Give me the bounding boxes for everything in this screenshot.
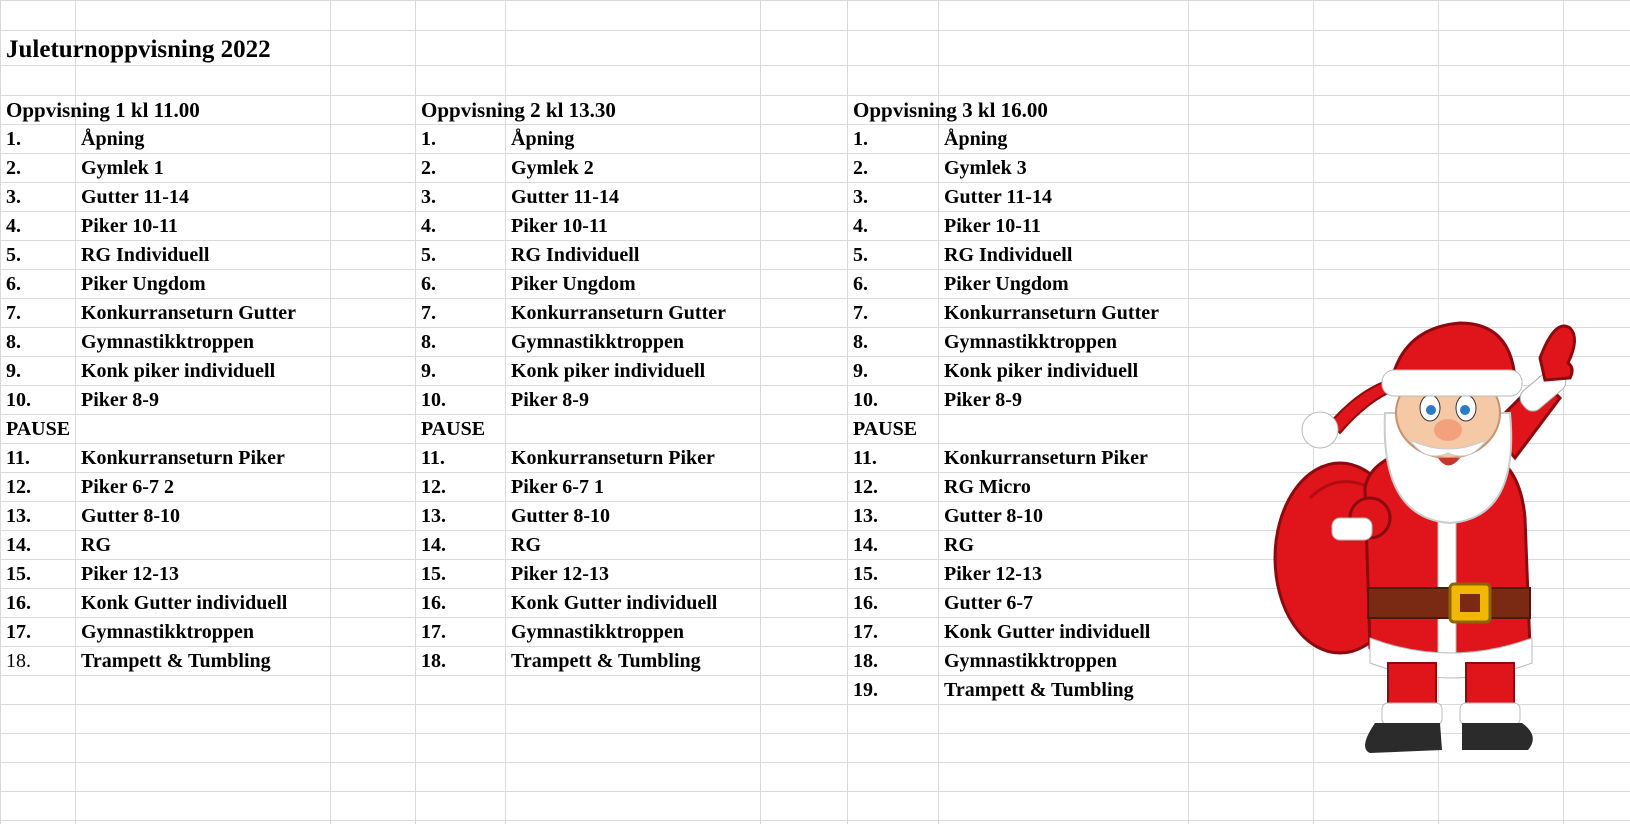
item-name-cell[interactable]: Trampett & Tumbling [81,650,271,672]
item-name-cell[interactable]: Konk Gutter individuell [511,592,718,614]
item-number-cell[interactable]: 14. [853,534,878,556]
item-number-cell[interactable]: 18. [853,650,878,672]
item-number-cell[interactable]: 8. [421,331,436,353]
item-number-cell[interactable]: 2. [853,157,868,179]
row-gridline [0,269,1630,270]
item-number-cell[interactable]: 3. [853,186,868,208]
item-number-cell[interactable]: 1. [421,128,436,150]
row-gridline [0,240,1630,241]
item-number-cell[interactable]: 15. [421,563,446,585]
item-name-cell[interactable]: Gymlek 2 [511,157,594,179]
item-name-cell[interactable]: Konk Gutter individuell [944,621,1151,643]
item-number-cell[interactable]: 11. [6,447,30,469]
santa-claus-illustration [1270,318,1630,788]
item-number-cell[interactable]: 19. [853,679,878,701]
item-number-cell[interactable]: 8. [853,331,868,353]
item-name-cell[interactable]: Piker Ungdom [944,273,1069,295]
item-number-cell[interactable]: 11. [853,447,877,469]
row-gridline [0,182,1630,183]
item-number-cell[interactable]: 10. [6,389,31,411]
row-gridline [0,95,1630,96]
item-name-cell[interactable]: Konk piker individuell [81,360,276,382]
item-name-cell[interactable]: Gymnastikktroppen [81,331,255,353]
item-number-cell[interactable]: 16. [6,592,31,614]
row-gridline [0,211,1630,212]
item-number-cell[interactable]: 15. [6,563,31,585]
item-name-cell[interactable]: Piker 6-7 1 [511,476,604,498]
item-number-cell[interactable]: 4. [421,215,436,237]
item-name-cell[interactable]: Gymnastikktroppen [511,621,685,643]
row-gridline [0,791,1630,792]
item-number-cell[interactable]: 12. [853,476,878,498]
item-name-cell[interactable]: Åpning [511,128,575,150]
item-name-cell[interactable]: Konk piker individuell [944,360,1139,382]
item-name-cell[interactable]: Piker 12-13 [81,563,179,585]
item-name-cell[interactable]: Åpning [944,128,1008,150]
item-number-cell[interactable]: 17. [853,621,878,643]
row-gridline [0,820,1630,821]
item-name-cell[interactable]: Gutter 11-14 [81,186,189,208]
item-name-cell[interactable]: RG Individuell [511,244,640,266]
item-name-cell[interactable]: Piker 8-9 [944,389,1022,411]
item-name-cell[interactable]: Konkurranseturn Gutter [511,302,726,324]
item-number-cell[interactable]: 18. [421,650,446,672]
pause-cell[interactable]: PAUSE [421,418,486,440]
item-name-cell[interactable]: RG [81,534,111,556]
item-name-cell[interactable]: Gutter 8-10 [944,505,1044,527]
item-name-cell[interactable]: Piker 10-11 [944,215,1041,237]
item-name-cell[interactable]: Piker 12-13 [944,563,1042,585]
pause-cell[interactable]: PAUSE [6,418,71,440]
show-header[interactable]: Oppvisning 2 kl 13.30 [421,98,616,122]
item-number-cell[interactable]: 4. [6,215,21,237]
item-number-cell[interactable]: 9. [853,360,868,382]
item-number-cell[interactable]: 16. [421,592,446,614]
item-name-cell[interactable]: Gymnastikktroppen [511,331,685,353]
item-number-cell[interactable]: 7. [6,302,21,324]
item-name-cell[interactable]: Konk piker individuell [511,360,706,382]
item-name-cell[interactable]: RG Individuell [81,244,210,266]
item-name-cell[interactable]: RG Micro [944,476,1031,498]
item-number-cell[interactable]: 5. [6,244,21,266]
show-header[interactable]: Oppvisning 3 kl 16.00 [853,98,1048,122]
item-name-cell[interactable]: Gymlek 1 [81,157,164,179]
item-number-cell[interactable]: 9. [421,360,436,382]
item-name-cell[interactable]: Piker 10-11 [511,215,608,237]
item-name-cell[interactable]: Piker Ungdom [511,273,636,295]
item-name-cell[interactable]: Gutter 8-10 [81,505,181,527]
item-name-cell[interactable]: Åpning [81,128,145,150]
item-name-cell[interactable]: RG [944,534,974,556]
row-gridline [0,30,1630,31]
item-name-cell[interactable]: Konkurranseturn Gutter [944,302,1159,324]
item-number-cell[interactable]: 5. [421,244,436,266]
item-number-cell[interactable]: 11. [421,447,445,469]
item-name-cell[interactable]: Konkurranseturn Piker [944,447,1148,469]
item-number-cell[interactable]: 6. [421,273,436,295]
item-number-cell[interactable]: 6. [853,273,868,295]
item-number-cell[interactable]: 14. [421,534,446,556]
show-header[interactable]: Oppvisning 1 kl 11.00 [6,98,200,122]
item-number-cell[interactable]: 3. [6,186,21,208]
item-name-cell[interactable]: Gutter 11-14 [944,186,1052,208]
item-name-cell[interactable]: Piker 8-9 [511,389,589,411]
item-name-cell[interactable]: Trampett & Tumbling [511,650,701,672]
item-number-cell[interactable]: 1. [6,128,21,150]
item-number-cell[interactable]: 2. [421,157,436,179]
item-number-cell[interactable]: 18. [6,650,31,672]
item-name-cell[interactable]: Gutter 8-10 [511,505,611,527]
item-name-cell[interactable]: Trampett & Tumbling [944,679,1134,701]
item-number-cell[interactable]: 5. [853,244,868,266]
item-name-cell[interactable]: Konkurranseturn Piker [511,447,715,469]
item-name-cell[interactable]: RG Individuell [944,244,1073,266]
item-number-cell[interactable]: 8. [6,331,21,353]
item-number-cell[interactable]: 4. [853,215,868,237]
item-name-cell[interactable]: Konk Gutter individuell [81,592,288,614]
item-number-cell[interactable]: 7. [853,302,868,324]
item-number-cell[interactable]: 13. [421,505,446,527]
sheet-title[interactable]: Juleturnoppvisning 2022 [6,36,271,63]
item-name-cell[interactable]: RG [511,534,541,556]
item-number-cell[interactable]: 2. [6,157,21,179]
item-number-cell[interactable]: 13. [853,505,878,527]
row-gridline [0,0,1630,1]
item-name-cell[interactable]: Gutter 11-14 [511,186,619,208]
item-name-cell[interactable]: Piker Ungdom [81,273,206,295]
item-number-cell[interactable]: 15. [853,563,878,585]
item-number-cell[interactable]: 14. [6,534,31,556]
item-name-cell[interactable]: Gymnastikktroppen [944,650,1118,672]
item-number-cell[interactable]: 17. [6,621,31,643]
item-number-cell[interactable]: 1. [853,128,868,150]
item-name-cell[interactable]: Gymnastikktroppen [944,331,1118,353]
item-number-cell[interactable]: 10. [853,389,878,411]
item-number-cell[interactable]: 9. [6,360,21,382]
item-number-cell[interactable]: 17. [421,621,446,643]
item-name-cell[interactable]: Konkurranseturn Gutter [81,302,296,324]
item-name-cell[interactable]: Piker 8-9 [81,389,159,411]
item-name-cell[interactable]: Piker 12-13 [511,563,609,585]
item-name-cell[interactable]: Konkurranseturn Piker [81,447,285,469]
item-number-cell[interactable]: 10. [421,389,446,411]
item-number-cell[interactable]: 13. [6,505,31,527]
item-number-cell[interactable]: 3. [421,186,436,208]
item-number-cell[interactable]: 7. [421,302,436,324]
item-name-cell[interactable]: Piker 6-7 2 [81,476,174,498]
item-name-cell[interactable]: Gutter 6-7 [944,592,1034,614]
item-number-cell[interactable]: 6. [6,273,21,295]
item-number-cell[interactable]: 12. [6,476,31,498]
item-number-cell[interactable]: 12. [421,476,446,498]
item-name-cell[interactable]: Gymnastikktroppen [81,621,255,643]
row-gridline [0,153,1630,154]
item-name-cell[interactable]: Piker 10-11 [81,215,178,237]
row-gridline [0,124,1630,125]
item-number-cell[interactable]: 16. [853,592,878,614]
item-name-cell[interactable]: Gymlek 3 [944,157,1027,179]
pause-cell[interactable]: PAUSE [853,418,918,440]
